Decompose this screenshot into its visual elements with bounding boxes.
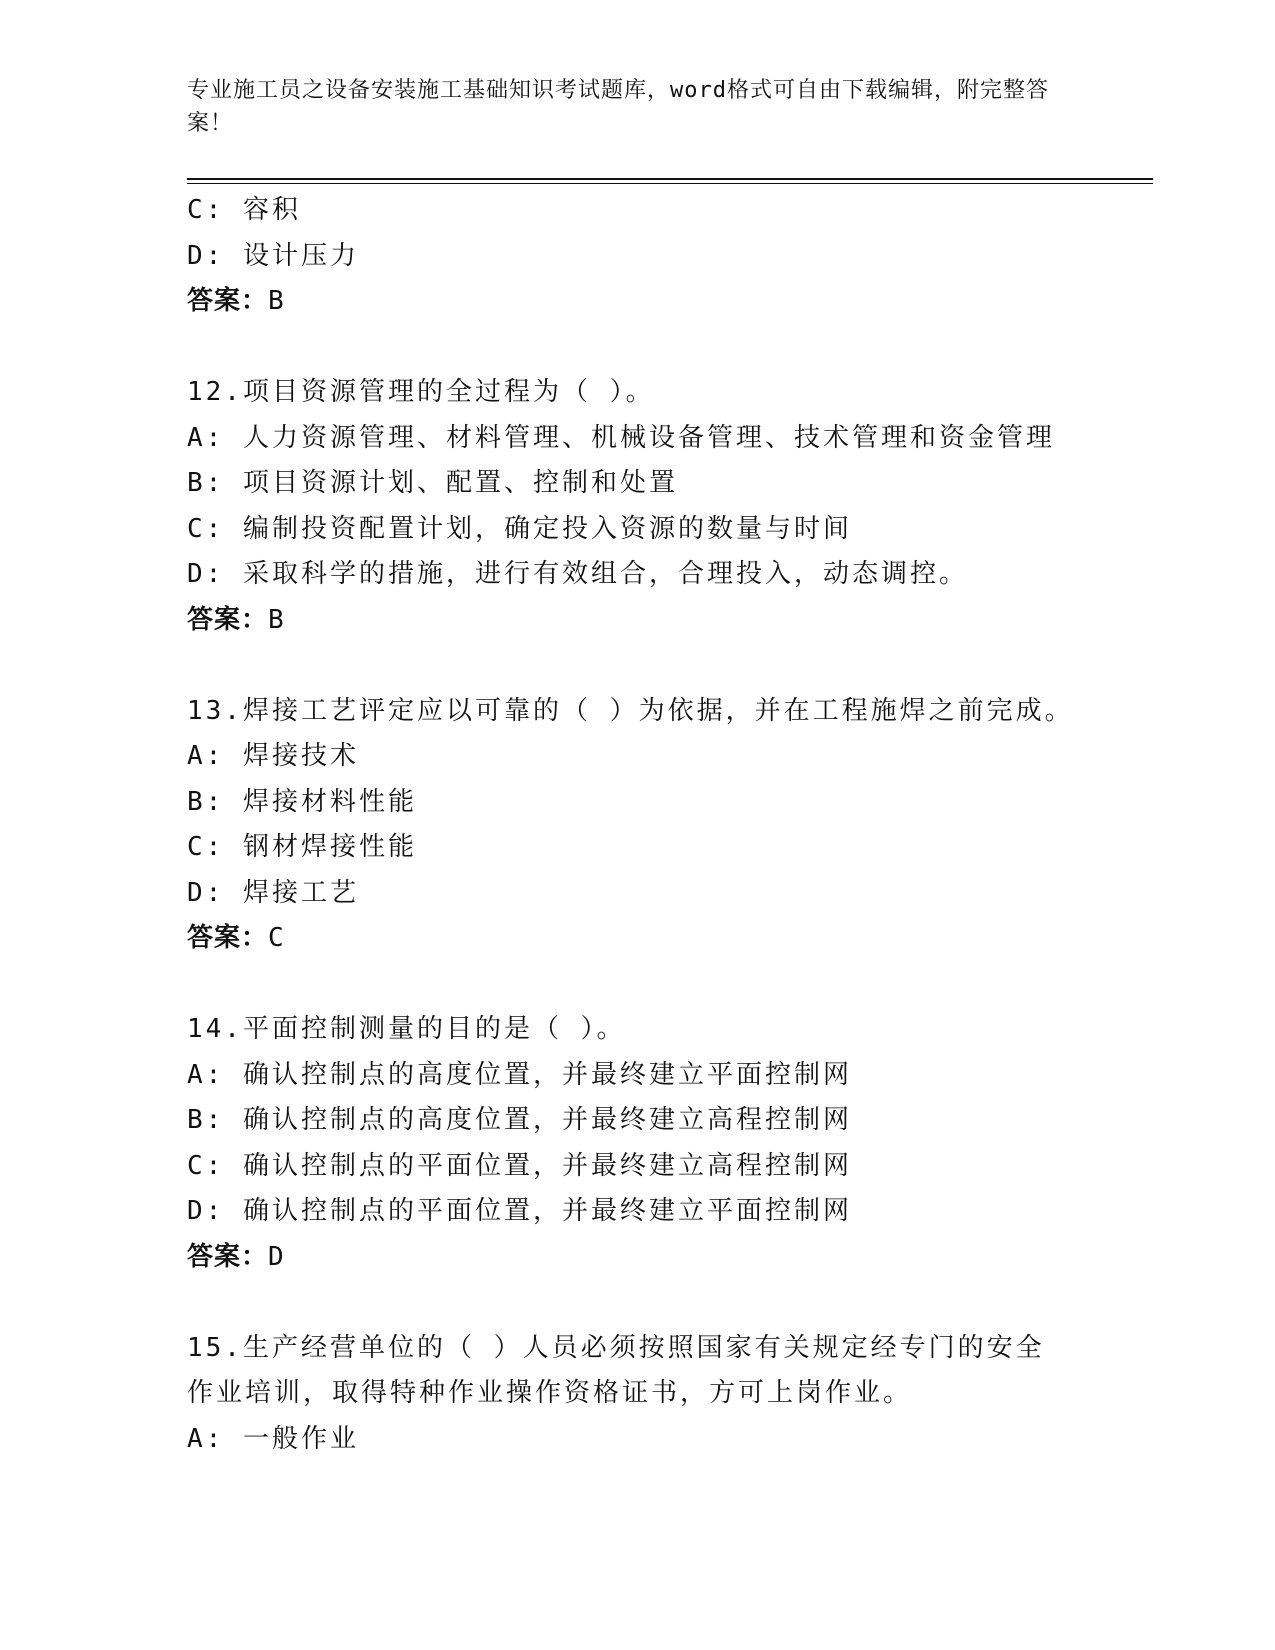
option-label: B: xyxy=(187,786,225,817)
page-header: 专业施工员之设备安装施工基础知识考试题库，word格式可自由下载编辑，附完整答案！ xyxy=(187,78,1049,136)
option-line xyxy=(187,416,1087,462)
option-label: D: xyxy=(187,877,225,908)
option-line xyxy=(187,1417,1087,1463)
answer-label: 答案： xyxy=(187,1241,269,1272)
option-label: D: xyxy=(187,559,225,589)
option-label: C: xyxy=(187,1150,225,1181)
answer-line xyxy=(187,279,1087,325)
answer-value: C xyxy=(268,923,285,953)
option-label: D: xyxy=(187,1196,225,1226)
option-text: 一般作业 xyxy=(242,1423,359,1454)
option-text: 确认控制点的高度位置，并最终建立高程控制网 xyxy=(242,1105,852,1135)
option-label: D: xyxy=(187,240,225,271)
answer-value: B xyxy=(268,604,285,635)
option-text: 焊接技术 xyxy=(242,741,359,771)
option-text: 人力资源管理、材料管理、机械设备管理、技术管理和资金管理 xyxy=(242,422,1055,453)
option-text: 确认控制点的平面位置，并最终建立平面控制网 xyxy=(242,1196,852,1226)
option-label: A: xyxy=(187,1423,225,1454)
option-text: 确认控制点的高度位置，并最终建立平面控制网 xyxy=(242,1059,852,1090)
option-line xyxy=(187,1053,1087,1099)
header-rule-thick xyxy=(187,178,1153,180)
spacer xyxy=(187,643,1087,689)
spacer xyxy=(187,1280,1087,1326)
option-label: C: xyxy=(187,513,225,544)
option-line xyxy=(187,461,1087,507)
option-line xyxy=(187,552,1087,598)
option-text: 确认控制点的平面位置，并最终建立高程控制网 xyxy=(242,1150,852,1181)
option-line xyxy=(187,1144,1087,1190)
option-label: B: xyxy=(187,1105,225,1135)
option-line xyxy=(187,1098,1087,1144)
option-text: 设计压力 xyxy=(242,240,359,271)
answer-label: 答案： xyxy=(187,286,269,316)
option-line xyxy=(187,734,1087,780)
question-stem: 15.生产经营单位的（ ）人员必须按照国家有关规定经专门的安全作业培训，取得特种作业操作资格证书，方可上岗作业。 xyxy=(187,1332,1045,1408)
option-text: 焊接材料性能 xyxy=(242,786,417,817)
option-label: A: xyxy=(187,1059,225,1090)
option-text: 编制投资配置计划，确定投入资源的数量与时间 xyxy=(242,513,852,544)
option-label: C: xyxy=(187,195,225,225)
option-line xyxy=(187,780,1087,826)
question-stem: 12.项目资源管理的全过程为（ ）。 xyxy=(187,377,655,407)
header-rule-thin xyxy=(187,183,1153,184)
answer-line xyxy=(187,598,1087,644)
answer-line xyxy=(187,916,1087,962)
option-line xyxy=(187,234,1087,280)
answer-label: 答案： xyxy=(187,923,269,953)
option-line xyxy=(187,188,1087,234)
option-line xyxy=(187,507,1087,553)
option-text: 钢材焊接性能 xyxy=(242,832,417,862)
option-text: 焊接工艺 xyxy=(242,877,359,908)
answer-label: 答案： xyxy=(187,604,269,635)
option-text: 项目资源计划、配置、控制和处置 xyxy=(242,468,678,498)
answer-line xyxy=(187,1235,1087,1281)
spacer xyxy=(187,962,1087,1008)
answer-value: D xyxy=(268,1241,285,1272)
option-label: B: xyxy=(187,468,225,498)
document-body xyxy=(187,188,1087,1462)
option-line xyxy=(187,871,1087,917)
option-line xyxy=(187,1189,1087,1235)
option-line xyxy=(187,825,1087,871)
answer-value: B xyxy=(268,286,285,316)
option-label: A: xyxy=(187,741,225,771)
question-stem: 14.平面控制测量的目的是（ ）。 xyxy=(187,1014,626,1044)
option-label: C: xyxy=(187,832,225,862)
spacer xyxy=(187,325,1087,371)
option-text: 容积 xyxy=(242,195,301,225)
question-stem: 13.焊接工艺评定应以可靠的（ ）为依据，并在工程施焊之前完成。 xyxy=(187,695,1074,726)
option-label: A: xyxy=(187,422,225,453)
option-text: 采取科学的措施，进行有效组合，合理投入，动态调控。 xyxy=(242,559,968,589)
